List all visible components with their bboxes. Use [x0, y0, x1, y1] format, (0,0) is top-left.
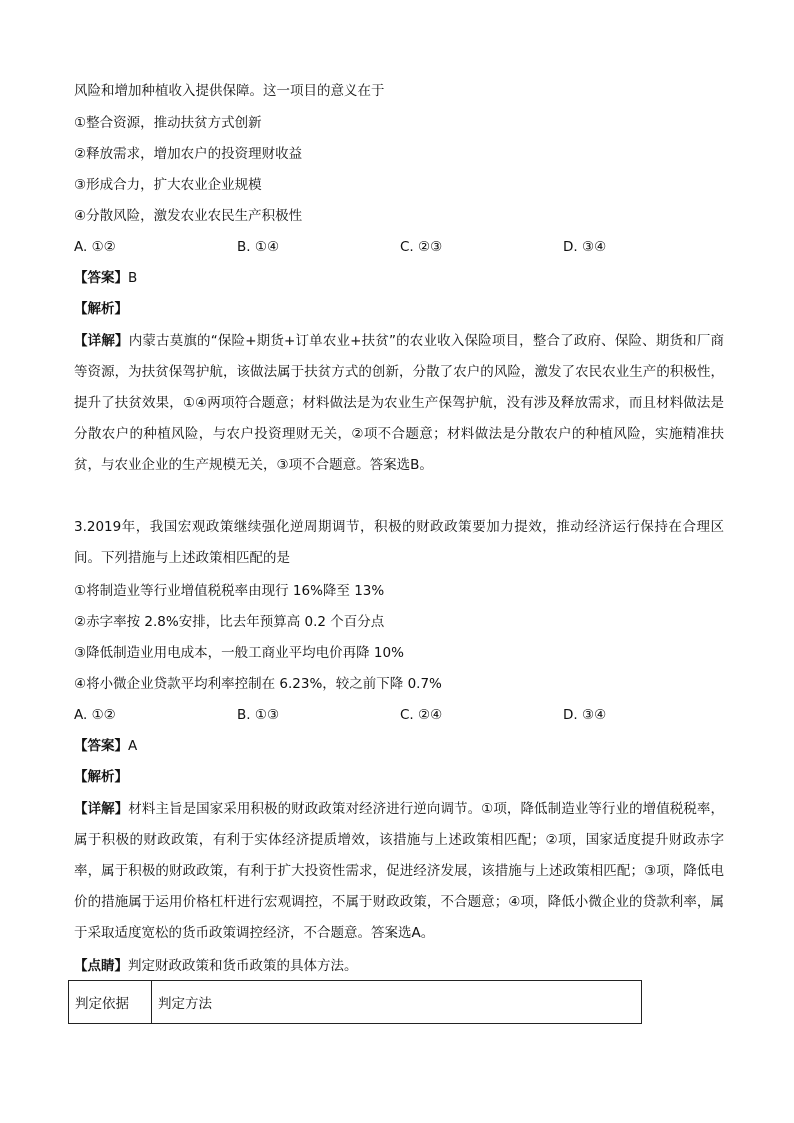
q2-statement-2: ②释放需求，增加农户的投资理财收益: [74, 146, 303, 162]
q3-option-b: B. ①③: [237, 707, 280, 723]
q3-option-a: A. ①②: [74, 707, 116, 723]
q2-statement-1: ①整合资源，推动扶贫方式创新: [74, 115, 262, 131]
q3-detail-label: 【详解】: [74, 801, 129, 817]
q2-stem-tail: 风险和增加种植收入提供保障。这一项目的意义在于: [74, 83, 385, 99]
q3-option-d: D. ③④: [563, 707, 607, 723]
table-header-basis: 判定依据: [69, 981, 152, 1024]
q2-answer-value: B: [128, 270, 138, 286]
q2-detail-label: 【详解】: [74, 333, 129, 349]
q2-detail: [74, 326, 724, 481]
q3-detail: [74, 794, 724, 949]
q2-option-a: A. ①②: [74, 239, 116, 255]
q3-answer: [74, 737, 137, 755]
q3-statement-4: ④将小微企业贷款平均利率控制在 6.23%，较之前下降 0.7%: [74, 676, 442, 692]
q3-analysis-label: 【解析】: [74, 769, 128, 785]
q3-tip-label: 【点睛】: [74, 958, 128, 974]
q3-answer-value: A: [128, 738, 138, 754]
table-header-row: [69, 981, 642, 1024]
table-header-method: 判定方法: [152, 981, 642, 1024]
judgement-table: [68, 980, 642, 1024]
q2-option-d: D. ③④: [563, 239, 607, 255]
q3-statement-1: ①将制造业等行业增值税税率由现行 16%降至 13%: [74, 583, 385, 599]
q2-answer-label: 【答案】: [74, 270, 128, 286]
q2-statement-3: ③形成合力，扩大农业企业规模: [74, 177, 262, 193]
q3-stem: 3.2019年，我国宏观政策继续强化逆周期调节，积极的财政政策要加力提效，推动经济运行保持在合理区间。下列措施与上述政策相匹配的是: [74, 519, 724, 566]
q3-tip-text: 判定财政政策和货币政策的具体方法。: [128, 958, 358, 974]
q2-option-b: B. ①④: [237, 239, 280, 255]
q2-statement-4: ④分散风险，激发农业农民生产积极性: [74, 208, 303, 224]
q3-option-c: C. ②④: [400, 707, 443, 723]
q3-tip: [74, 957, 358, 975]
q3-statement-2: ②赤字率按 2.8%安排，比去年预算高 0.2 个百分点: [74, 614, 385, 630]
q2-answer: [74, 269, 137, 287]
q2-detail-text: 内蒙古莫旗的“保险+期货+订单农业+扶贫”的农业收入保险项目，整合了政府、保险、期货和厂商等资源，为扶贫保驾护航，该做法属于扶贫方式的创新，分散了农户的风险，激发了农民农业生产的积极性，提升了扶贫效果，①④两项符合题意；材料做法是为农业生产保驾护航，没有涉及释放需求，而且材料做法是分散农户的种植风险，与农户投资理财无关，②项不合题意；材料做法是分散农户的种植风险，实施精准扶贫，与农业企业的生产规模无关，③项不合题意。答案选B。: [74, 333, 725, 473]
q2-analysis-label: 【解析】: [74, 301, 128, 317]
q3-detail-text: 材料主旨是国家采用积极的财政政策对经济进行逆向调节。①项，降低制造业等行业的增值税税率，属于积极的财政政策，有利于实体经济提质增效，该措施与上述政策相匹配；②项，国家适度提升财政赤字率，属于积极的财政政策，有利于扩大投资性需求，促进经济发展，该措施与上述政策相匹配；③项，降低电价的措施属于运用价格杠杆进行宏观调控，不属于财政政策，不合题意；④项，降低小微企业的贷款利率，属于采取适度宽松的货币政策调控经济，不合题意。答案选A。: [74, 801, 725, 941]
q3-answer-label: 【答案】: [74, 738, 128, 754]
q2-option-c: C. ②③: [400, 239, 443, 255]
q3-statement-3: ③降低制造业用电成本，一般工商业平均电价再降 10%: [74, 645, 404, 661]
